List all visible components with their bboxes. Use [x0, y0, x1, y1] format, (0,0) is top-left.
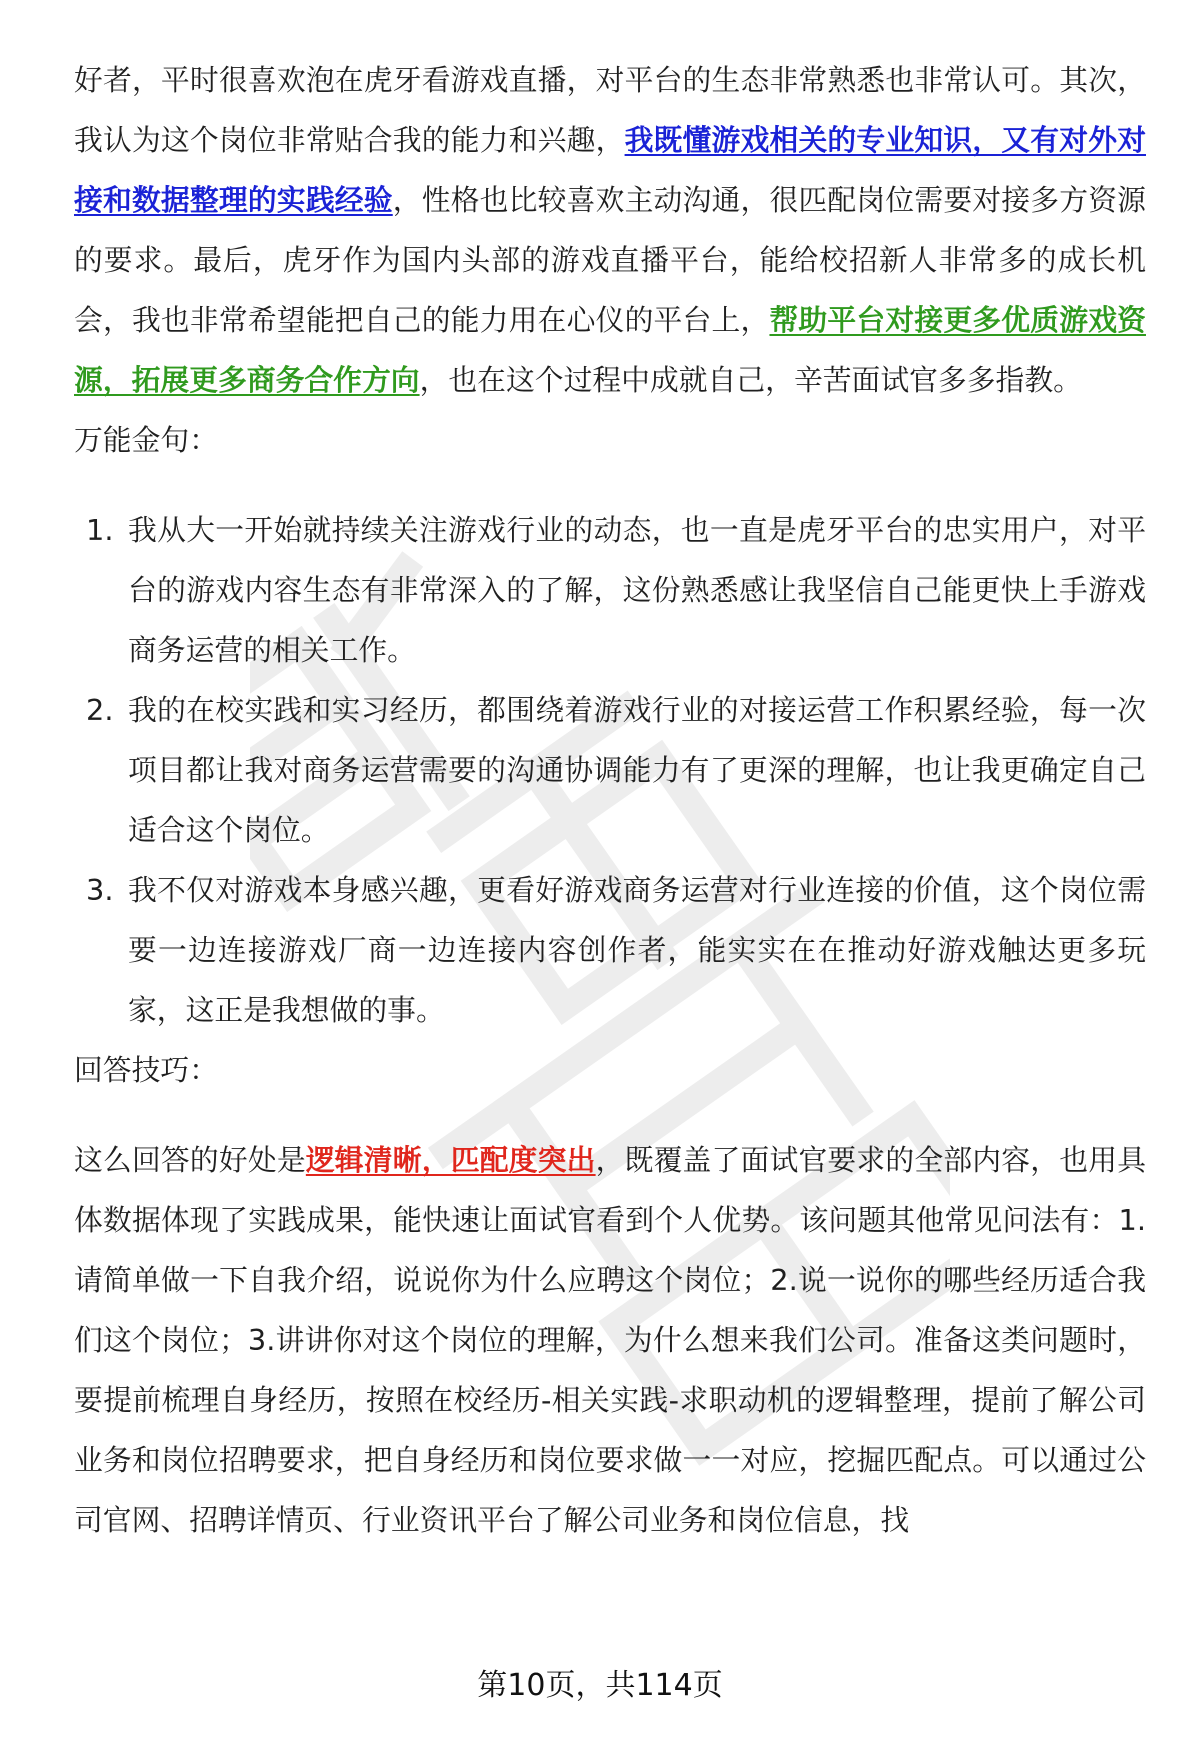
intro-text-2: ，性格也比较喜欢主动沟通，很匹配岗位需要对接多方资源的要求。最后，虎牙作为国内头部的游戏直播平台，能给校招新人非常多的成长机会，我也非常希望能把自己的能力用在心仪的平台上，	[74, 183, 1146, 337]
tips-highlight-red: 逻辑清晰，匹配度突出	[305, 1143, 596, 1177]
list-item	[74, 860, 1146, 1040]
list-item-text: 我从大一开始就持续关注游戏行业的动态，也一直是虎牙平台的忠实用户，对平台的游戏内容生态有非常深入的了解，这份熟悉感让我坚信自己能更快上手游戏商务运营的相关工作。	[128, 513, 1146, 667]
list-item-number: 1.	[86, 513, 114, 547]
intro-text-3: ，也在这个过程中成就自己，辛苦面试官多多指教。	[419, 363, 1082, 397]
intro-highlight-green: 帮助平台对接更多优质游戏资源，拓展更多商务合作方向	[74, 303, 1146, 397]
tips-paragraph	[74, 1130, 1146, 1550]
golden-sentences-heading: 万能金句：	[74, 423, 218, 457]
intro-paragraph	[74, 50, 1146, 410]
intro-highlight-blue: 我既懂游戏相关的专业知识，又有对外对接和数据整理的实践经验	[74, 123, 1146, 217]
list-item-text: 我不仅对游戏本身感兴趣，更看好游戏商务运营对行业连接的价值，这个岗位需要一边连接游戏厂商一边连接内容创作者，能实实在在推动好游戏触达更多玩家，这正是我想做的事。	[128, 873, 1146, 1027]
list-item	[74, 680, 1146, 860]
golden-sentences-list	[74, 500, 1146, 1040]
tips-text-1: 这么回答的好处是	[74, 1143, 306, 1177]
list-item-number: 2.	[86, 693, 114, 727]
list-item-text: 我的在校实践和实习经历，都围绕着游戏行业的对接运营工作积累经验，每一次项目都让我对商务运营需要的沟通协调能力有了更深的理解，也让我更确定自己适合这个岗位。	[128, 693, 1146, 847]
page-footer: 第10页，共114页	[477, 1668, 723, 1703]
list-item-number: 3.	[86, 873, 114, 907]
page-body	[74, 50, 1146, 1550]
intro-text-1: 好者，平时很喜欢泡在虎牙看游戏直播，对平台的生态非常熟悉也非常认可。其次，我认为这个岗位非常贴合我的能力和兴趣，	[74, 63, 1146, 157]
tips-text-2: ，既覆盖了面试官要求的全部内容，也用具体数据体现了实践成果，能快速让面试官看到个人优势。该问题其他常见问法有：1.请简单做一下自我介绍，说说你为什么应聘这个岗位；2.说一说你的哪些经历适合我们这个岗位；3.讲讲你对这个岗位的理解，为什么想来我们公司。准备这类问题时，要提前梳理自身经历，按照在校经历-相关实践-求职动机的逻辑整理，提前了解公司业务和岗位招聘要求，把自身经历和岗位要求做一一对应，挖掘匹配点。可以通过公司官网、招聘详情页、行业资讯平台了解公司业务和岗位信息，找	[74, 1143, 1146, 1537]
list-item	[74, 500, 1146, 680]
tips-heading: 回答技巧：	[74, 1053, 218, 1087]
